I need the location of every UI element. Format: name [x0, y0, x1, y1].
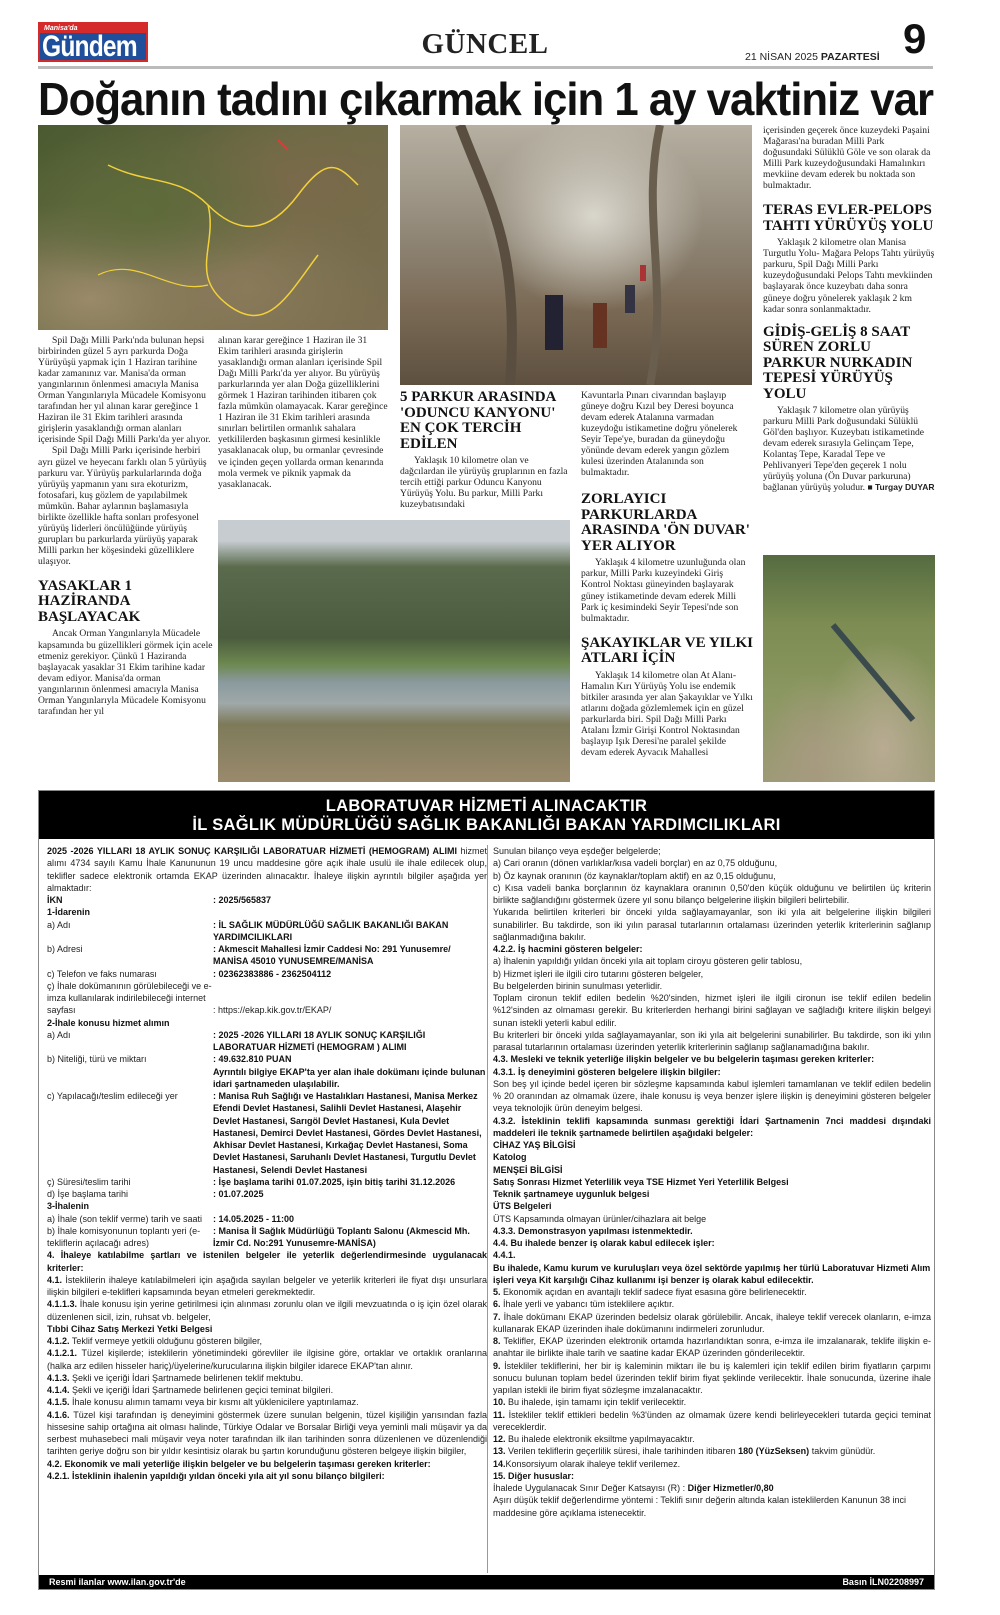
paragraph-segment: 7. [493, 1311, 501, 1322]
paragraph-segment: CİHAZ YAŞ BİLGİSİ [493, 1140, 576, 1150]
field-value-note: Ayrıntılı bilgiye EKAP'ta yer alan ihale dokümanı içinde bulunan idari şartnameden ulaşılabilir. [213, 1066, 486, 1089]
field-value-text: : 01.07.2025 [213, 1189, 264, 1199]
field-row [47, 1029, 487, 1054]
announcement-paragraph [493, 1396, 931, 1408]
announcement-paragraph [493, 1213, 931, 1225]
paragraph-segment: Bu kriterleri bir önceki yılda sağlayamayanlar, son iki yıla ait belgelerini sunabilirler. Bu takdirde, son iki yılın parasal tutarlarının ortalaması üzerinden yeterlik kriterlerinin sağlanıp sağlanamadığına bakılır. [493, 1029, 931, 1052]
announcement-paragraph [47, 1323, 487, 1335]
paragraph-segment: 4.2. Ekonomik ve mali yeterliğe ilişkin belgeler ve bu belgelerin taşıması gereken kriterler: [47, 1458, 431, 1469]
paragraph-segment: 4.1.5. [47, 1397, 70, 1408]
paragraph-segment: Teklif vermeye yetkili olduğunu gösteren bilgiler, [69, 1336, 262, 1346]
announcement-paragraph [493, 857, 931, 869]
announcement-paragraph [493, 1470, 931, 1482]
field-label: b) Adresi [47, 944, 83, 954]
field-value [213, 919, 487, 944]
paragraph-segment: Tüzel kişilerde; isteklilerin yönetimindeki görevliler ile ilgisine göre, ortaklar ve ortaklık oranlarına (halka arz edilen hisseler hariç)/üyelerine/kurucularına ilişkin bilgiler idarece EKAP'tan alınır. [47, 1348, 487, 1371]
paragraph-segment: Şekli ve içeriği İdari Şartnamede belirlenen teklif mektubu. [69, 1372, 304, 1383]
announcement-paragraph [47, 1396, 487, 1408]
field-value [213, 968, 487, 980]
official-ads-link: Resmi ilanlar www.ilan.gov.tr'de [49, 1577, 186, 1587]
announcement-paragraph [493, 1286, 931, 1298]
subheading: 5 PARKUR ARASINDA 'ODUNCU KANYONU' EN ÇOK TERCİH EDİLEN [400, 390, 556, 452]
paragraph-segment: Bu ihalede elektronik eksiltme yapılmayacaktır. [505, 1434, 695, 1444]
announcement-paragraph [47, 1298, 487, 1323]
field-label: a) Adı [47, 1029, 71, 1040]
paragraph-segment: Bu ihalede, Kamu kurum ve kuruluşları veya özel sektörde yapılmış her türlü Laboratuvar Hizmeti Alım işleri veya Kit karşılığı Cihaz kullanımı işi benzer iş olarak kabul edilecektir. [493, 1262, 931, 1285]
announcement-paragraph [493, 906, 931, 943]
paragraph-segment: takvim günüdür. [809, 1446, 876, 1457]
announcement-paragraph [47, 1249, 487, 1274]
lake-landscape-photo [218, 520, 570, 782]
field-value [213, 1090, 487, 1176]
paragraph-segment: MENŞEİ BİLGİSİ [493, 1164, 563, 1175]
field-label: b) Niteliği, türü ve miktarı [47, 1054, 147, 1065]
paragraph-segment: 180 (YüzSeksen) [738, 1446, 810, 1457]
announcement-paragraph [493, 845, 931, 857]
paragraph-segment: Toplam cironun teklif edilen bedelin %20'sinden, hizmet işleri ile ilgili cironun ise teklif edilen bedelin %12'sinden az olmaması gerekir. Bu kriterlerden herhangi birini sağlayan ve sağladığı kritere ilişkin belgeyi sunan istekli yeterli kabul edilir. [493, 993, 931, 1028]
paragraph-segment: Aşırı düşük teklif değerlendirme yöntemi : Teklifi sınır değerin altında kalan isteklilerden Kanunun 38 inci maddesine göre açıklama istenecektir. [493, 1495, 907, 1518]
headline: Doğanın tadını çıkarmak için 1 ay vaktiniz var [38, 74, 933, 126]
field-value-text: : 02362383886 - 2362504112 [213, 968, 332, 979]
announcement-paragraph [493, 992, 931, 1029]
field-value-text: : 2025 -2026 YILLARI 18 AYLIK SONUÇ KARŞILIĞI LABORATUAR HİZMETİ (HEMOGRAM ) ALIMI [213, 1029, 426, 1052]
field-label: a) Adı [47, 919, 71, 930]
announcement-paragraph [493, 1053, 931, 1065]
article-paragraph: Yaklaşık 2 kilometre olan Manisa Turgutlu Yolu- Mağara Pelops Tahtı yürüyüş parkuru, Spil Dağı Milli Parkı kuzeydoğusundaki Pelops Tahtı mevkiinden başlayarak önce kuzeybatı daha sonra güneye doğru yönelerek yaklaşık 2 km kadar sonra sonlanmaktadır. [763, 237, 935, 315]
hikers-silhouettes [400, 125, 752, 385]
field-value [213, 894, 487, 906]
announcement-paragraph [493, 1458, 931, 1470]
field-row [47, 1090, 487, 1176]
paragraph-segment: 4.3.2. İsteklinin teklifi kapsamında sunması gerektiği İdari Şartnamenin 7nci maddesi dışındaki maddeleri ile teknik şartnamede belirtilen aşağıdaki belgeler: [493, 1115, 931, 1138]
field-row [47, 943, 487, 968]
article-paragraph: içerisinden geçerek önce kuzeydeki Paşaini Mağarası'na buradan Milli Park doğusundaki Sülüklü Göle ve son olarak da Milli Park kuzeydoğusundaki Hamalınkırı mevkiine devam ederek bu noktada son bulmaktadır. [763, 125, 931, 192]
paragraph-segment: 4.1.2.1. [47, 1348, 78, 1359]
paragraph-segment: 4.2.1. İsteklinin ihalenin yapıldığı yıldan önceki yıla ait yıl sonu bilanço bilgileri: [47, 1470, 385, 1481]
field-label: c) Yapılacağı/teslim edileceği yer [47, 1091, 178, 1101]
field-value-text: : 49.632.810 PUAN [213, 1054, 292, 1065]
trail-route-lines [38, 125, 388, 330]
paragraph-segment: 4.4. Bu ihalede benzer iş olarak kabul edilecek işler: [493, 1238, 715, 1248]
paragraph-segment: Tıbbi Cihaz Satış Merkezi Yetki Belgesi [47, 1323, 213, 1334]
paragraph-segment: İsteklilerin ihaleye katılabilmeleri için aşağıda sayılan belgeler ve yeterlik kriterleri ile fiyat dışı unsurlara ilişkin bilgileri e-teklifleri kapsamında beyan etmeleri gerekmektedir. [47, 1274, 487, 1297]
header-divider [38, 66, 933, 69]
hikers-forest-photo [400, 125, 752, 385]
tender-announcement [38, 790, 935, 1590]
field-label: b) İhale komisyonunun toplantı yeri (e-tekliflerin açılacağı adres) [47, 1225, 201, 1248]
paragraph-segment: Katolog [493, 1152, 527, 1163]
paragraph-segment: 4.3.1. İş deneyimini gösteren belgelere ilişkin bilgiler: [493, 1066, 721, 1077]
paragraph-segment: 4.1.2. [47, 1336, 70, 1346]
announcement-paragraph [47, 1335, 487, 1347]
paragraph-segment: 4.1.1.3. [47, 1299, 78, 1310]
paragraph-segment: Teklifler, EKAP üzerinden elektronik ortamda hazırlandıktan sonra, e-imza ile imzalanarak, teklife ilişkin e-anahtar ile birlikte ihale tarih ve saatine kadar EKAP üzerinden gönderilecektir. [493, 1336, 931, 1359]
announcement-right-column [493, 845, 931, 1519]
paragraph-segment: İstekliler teklif ettikleri bedelin %3'ünden az olmamak üzere kendi belirleyecekleri tutarda geçici teminat vereceklerdir. [493, 1409, 931, 1432]
paragraph-segment: 11. [493, 1409, 506, 1420]
paragraph-segment: 4.3.3. Demonstrasyon yapılması istenmektedir. [493, 1225, 693, 1236]
logo-tagline: Manisa'da [40, 24, 146, 33]
article-paragraph: alınan karar gereğince 1 Haziran ile 31 Ekim tarihleri arasında girişlerin yasaklandığı orman alanları içerisinde Spil Dağı Milli Parkı'da yer alıyor. Bu yürüyüş parkurlarında yer alan Doğa güzelliklerini görmek 1 Haziran tarihinden itibaren çok fazla mümkün olamayacak. Karar gereğince 1 Haziran ile 31 Ekim tarihleri arasında sınırları belirtilen ormanlık sahalara yetkililerden başkasının girmesi kesinlikle yasaklanacak olup, bu ormanlar çevresinde ve içinden geçen yollarda orman kenarında mola vermek ve piknik yapmak da yasaklanacak. [218, 335, 388, 490]
rocky-meadow-photo [763, 555, 935, 782]
article-paragraph: Yaklaşık 10 kilometre olan ve dağcılardan ile yürüyüş gruplarının en fazla tercih ettiği parkur Oduncu Kanyonu Yürüyüş Yolu. Bu parkur, Milli Parkı kuzeybatısındaki [400, 455, 568, 511]
press-ad-code: Basın İLN02208997 [842, 1577, 924, 1587]
day-text: PAZARTESİ [820, 51, 880, 63]
field-row [47, 1053, 487, 1090]
announcement-title: LABORATUVAR HİZMETİ ALINACAKTIR [325, 797, 648, 815]
announcement-paragraph [493, 955, 931, 967]
paragraph-segment: Konsorsiyum olarak ihaleye teklif verilemez. [505, 1458, 681, 1469]
field-value [213, 943, 487, 968]
field-row [47, 1213, 487, 1225]
paragraph-segment: Şekli ve içeriği İdari Şartnamede belirlenen geçici teminat bilgileri. [69, 1385, 334, 1395]
field-label: ç) Süresi/teslim tarihi [47, 1176, 131, 1187]
announcement-paragraph [493, 1151, 931, 1163]
subheading: ŞAKAYIKLAR VE YILKI ATLARI İÇİN [581, 634, 753, 667]
announcement-paragraph [47, 1372, 487, 1384]
paragraph-segment: 3-İhalenin [47, 1201, 90, 1212]
announcement-paragraph [493, 1139, 931, 1151]
paragraph-segment: 5. [493, 1287, 501, 1297]
paragraph-segment: Verilen tekliflerin geçerlilik süresi, ihale tarihinden itibaren [505, 1446, 739, 1457]
paragraph-segment: İhale konusu işin yerine getirilmesi için alınması zorunlu olan ve ilgili mevzuatında o iş için özel olarak düzenlenen sicil, izin, ruhsat vb. belgeler, [47, 1299, 487, 1322]
paragraph-segment: hizmet alımı 4734 sayılı Kamu İhale Kanununun 19 uncu maddesine göre açık ihale usulü ile ihale edilecek olup, teklifler sadece elektronik ortamda EKAP üzerinden alınacaktır. İhaleye ilişkin ayrıntılı bilgiler aşağıda yer almaktadır: [47, 846, 487, 893]
article-column-4 [581, 390, 753, 782]
field-value-text: : Manisa İl Sağlık Müdürlüğü Toplantı Salonu (Akmescid Mh. İzmir Cd. No:291 Yunusemre-MANİSA) [213, 1225, 470, 1248]
field-row [47, 968, 487, 980]
paragraph-segment: 4. İhaleye katılabilme şartları ve istenilen belgeler ile yeterlik değerlendirmesinde uygulanacak kriterler: [47, 1250, 487, 1273]
paragraph-segment: 4.1.4. [47, 1385, 70, 1395]
announcement-paragraph [47, 845, 487, 894]
logo-wordmark: Gündem [42, 30, 137, 62]
announcement-paragraph [493, 870, 931, 882]
paragraph-segment: 1-İdarenin [47, 907, 91, 918]
announcement-paragraph [47, 1200, 487, 1212]
announcement-paragraph [493, 943, 931, 955]
announcement-paragraph [47, 1470, 487, 1482]
paragraph-segment: 13. [493, 1446, 506, 1457]
article-paragraph: Kavuntarla Pınarı civarından başlayıp güneye doğru Kızıl bey Deresi boyunca devam ederek Atalanına varmadan kuzeydoğu istikametine doğru yönelerek Seyir Tepe'ye, buradan da güneydoğu yönünde devam ederek yangın gözlem kulesi üzerinden Atalanında son bulmaktadır. [581, 390, 738, 479]
announcement-footer [39, 1575, 934, 1589]
announcement-paragraph [47, 1409, 487, 1458]
paragraph-segment: 2025 -2026 YILLARI 18 AYLIK SONUÇ KARŞILIĞI LABORATUAR HİZMETİ (HEMOGRAM) ALIMI [47, 846, 457, 856]
paragraph-text: Yaklaşık 7 kilometre olan yürüyüş parkuru Milli Park doğusundaki Sülüklü Göl'den başlıyor. Kuzeybatı istikametinde devam ederek sırasıyla Gelinçam Tepe, Kolantaş Tepe, Karadal Tepe ve Pehlivanyeri Tepe'den geçerek 1 nolu yürüyüş yoluna (Ön Duvar parkuruna) bağlanan yürüyüş yoludur. [763, 405, 925, 494]
announcement-paragraph [493, 1176, 931, 1188]
announcement-paragraph [493, 1482, 931, 1494]
field-row [47, 894, 487, 906]
field-value-text: : Manisa Ruh Sağlığı ve Hastalıkları Hastanesi, Manisa Merkez Efendi Devlet Hastanesi, Salihli Devlet Hastanesi, Alaşehir Devlet Hastanesi, Sarıgöl Devlet Hastanesi, Kula Devlet Hastanesi, Demirci Devlet Hastanesi, Gördes Devlet Hastanesi, Akhisar Devlet Hastanesi, Kırkağaç Devlet Hastanesi, Soma Devlet Hastanesi, Saruhanlı Devlet Hastanesi, Turgutlu Devlet Hastanesi, Selendi Devlet Hastanesi [213, 1091, 482, 1175]
paragraph-segment: Yukarıda belirtilen kriterleri bir önceki yılda sağlayamayanlar, son iki yıla ait belgelerine ilişkin bilgileri sunabilirler. Bu takdirde, son iki yılın parasal tutarlarının ortalaması üzerinden yeterlik kriterlerinin sağlanıp sağlanmadığına bakılır. [493, 907, 931, 942]
paragraph-segment: b) Hizmet işleri ile ilgili ciro tutarını gösteren belgeler, [493, 968, 704, 979]
article-paragraph: Yaklaşık 4 kilometre uzunluğunda olan parkur, Milli Parkı kuzeyindeki Giriş Kontrol Noktası güneyinden başlayarak güney istikametinde devam ederek Milli Park iç kesimindeki Seyir Tepesi'nde son bulmaktadır. [581, 557, 746, 624]
announcement-paragraph [493, 1237, 931, 1249]
announcement-paragraph [493, 1066, 931, 1078]
paragraph-segment: Bu belgelerden birinin sunulması yeterlidir. [493, 980, 663, 991]
announcement-paragraph [493, 1360, 931, 1397]
satellite-map-photo [38, 125, 388, 330]
announcement-paragraph [493, 1225, 931, 1237]
article-column-5 [763, 125, 935, 550]
article-column-3 [400, 390, 572, 515]
announcement-paragraph [493, 1262, 931, 1287]
announcement-paragraph [493, 980, 931, 992]
article-paragraph [763, 405, 935, 493]
subheading: ZORLAYICI PARKURLARDA ARASINDA 'ÖN DUVAR' YER ALIYOR [581, 491, 750, 554]
field-value [213, 1225, 487, 1250]
announcement-paragraph [47, 1347, 487, 1372]
field-value-text: : Akmescit Mahallesi İzmir Caddesi No: 291 Yunusemre/ MANİSA 45010 YUNUSEMRE/MANİSA [213, 944, 451, 967]
paragraph-segment: Bu ihalede, işin tamamı için teklif verilecektir. [505, 1397, 687, 1408]
field-value-text: : https://ekap.kik.gov.tr/EKAP/ [213, 1005, 332, 1016]
announcement-paragraph [493, 882, 931, 907]
announcement-left-column [47, 845, 487, 1482]
issue-date [745, 51, 880, 63]
field-label: a) İhale (son teklif verme) tarih ve saati [47, 1213, 203, 1224]
field-value-text: : İşe başlama tarihi 01.07.2025, işin bitiş tarihi 31.12.2026 [213, 1176, 456, 1187]
paragraph-segment: 15. Diğer hususlar: [493, 1470, 575, 1481]
announcement-paragraph [493, 1029, 931, 1054]
announcement-paragraph [47, 1274, 487, 1299]
paragraph-segment: 9. [493, 1360, 501, 1371]
paragraph-segment: Tüzel kişi tarafından iş deneyimini göstermek üzere sunulan belgenin, tüzel kişiliğin yarısından fazla hissesine sahip ortağına ait olması halinde, Türkiye Odalar ve Borsalar Birliği veya yeminli mali müşavir ya da serbest muhasebeci mali müşavir veya noter tarafından ilk ilan tarihinden sonra düzenlenen ve düzenlendiği tarihten geriye doğru son bir yıldır kesintisiz olarak bu şartın korunduğunu gösteren belgeye ilişkin bilgiler, [47, 1409, 487, 1457]
paragraph-segment: 4.1. [47, 1274, 63, 1285]
field-row [47, 1225, 487, 1250]
announcement-paragraph [493, 1200, 931, 1212]
water-channel [763, 555, 935, 782]
subheading: GİDİŞ-GELİŞ 8 SAAT SÜREN ZORLU PARKUR NURKADIN TEPESİ YÜRÜYÜŞ YOLU [763, 323, 913, 402]
field-value [213, 1004, 487, 1016]
subheading: YASAKLAR 1 HAZİRANDA BAŞLAYACAK [38, 577, 141, 625]
paragraph-segment: Teknik şartnameye uygunluk belgesi [493, 1189, 650, 1199]
paragraph-segment: 14. [493, 1458, 506, 1469]
announcement-paragraph [47, 1384, 487, 1396]
paragraph-segment: 8. [493, 1336, 501, 1346]
paragraph-segment: İhale dokümanı EKAP üzerinden bedelsiz olarak görülebilir. Ancak, ihaleye teklif verecek olanların, e-imza kullanarak EKAP üzerinden ihale dokümanını indirmeleri zorunludur. [493, 1311, 931, 1334]
field-value [213, 1213, 487, 1225]
announcement-paragraph [493, 1115, 931, 1140]
paragraph-segment: İhale yerli ve yabancı tüm isteklilere açıktır. [500, 1299, 675, 1310]
announcement-paragraph [493, 1188, 931, 1200]
field-value-text: : İL SAĞLIK MÜDÜRLÜĞÜ SAĞLIK BAKANLIĞI BAKAN YARDIMCILIKLARI [213, 919, 449, 942]
announcement-paragraph [47, 906, 487, 918]
announcement-paragraph [493, 1433, 931, 1445]
announcement-paragraph [493, 968, 931, 980]
paragraph-segment: Ekonomik açıdan en avantajlı teklif sadece fiyat esasına göre belirlenecektir. [500, 1287, 807, 1297]
paragraph-segment: 4.2.2. İş hacmini gösteren belgeler: [493, 944, 643, 954]
paragraph-segment: a) Cari oranın (dönen varlıklar/kısa vadeli borçlar) en az 0,75 olduğunu, [493, 858, 778, 869]
paragraph-segment: İhalede Uygulanacak Sınır Değer Katsayısı (R) : [493, 1483, 688, 1493]
paragraph-segment: 4.3. Mesleki ve teknik yeterliğe ilişkin belgeler ve bu belgelerin taşıması gereken kriterler: [493, 1054, 875, 1065]
article-column-1 [38, 335, 213, 782]
page-number: 9 [903, 15, 927, 62]
announcement-paragraph [493, 1409, 931, 1434]
field-value [213, 1053, 487, 1090]
field-row [47, 919, 487, 944]
paragraph-segment: b) Öz kaynak oranının (öz kaynaklar/toplam aktif) en az 0,15 olduğunu, [493, 870, 776, 881]
field-value [213, 1029, 487, 1054]
article-paragraph: Yaklaşık 14 kilometre olan At Alanı-Hamalın Kırı Yürüyüş Yolu ise endemik bitkiler arasında yer alan Şakayıklar ve Yılkı atlarını doğada gözlemlemek için en güzel parkurlarda biri. Spil Dağı Milli Parkı Atalanı İzmir Girişi Kontrol Noktasından başlayıp Işık Deresi'ne paralel şekilde devam ederek Ayvacık Mahallesi [581, 669, 753, 758]
announcement-paragraph [493, 1311, 931, 1336]
article-paragraph: Ancak Orman Yangınlarıyla Mücadele kapsamında bu güzellikleri görmek için acele etmeniz gerekiyor. Çünkü 1 Haziranda başlayacak yasaklar 31 Ekim tarihine kadar devam ediyor. Manisa'da orman yangınlarının önlenmesi amacıyla Manisa Orman Yangınlarıyla Mücadele Komisyonu tarafından her yıl [38, 628, 213, 717]
paragraph-segment: 6. [493, 1299, 501, 1310]
field-row [47, 1176, 487, 1188]
paragraph-segment: İstekliler tekliflerini, her bir iş kaleminin miktarı ile bu iş kalemleri için teklif edilen birim fiyatların çarpımı sonucu bulunan toplam bedel üzerinden teklif birim fiyat şeklinde verilecektir. İhale sonucunda, üzerine ihale yapılan istekli ile birim fiyat sözleşme imzalanacaktır. [493, 1360, 931, 1395]
field-row [47, 1188, 487, 1200]
paragraph-segment: Son beş yıl içinde bedel içeren bir sözleşme kapsamında kabul işlemleri tamamlanan ve teklif edilen bedelin % 20 oranından az olmamak üzere, ihale konusu iş veya benzer işlere ilişkin iş deneyimini gösteren belgeler veya teknolojik ürün deneyim belgesi. [493, 1078, 931, 1114]
paragraph-segment: 4.4.1. [493, 1250, 516, 1261]
paragraph-segment: Diğer Hizmetler/0,80 [687, 1483, 774, 1493]
paragraph-segment: 4.1.3. [47, 1372, 70, 1383]
paragraph-segment: ÜTS Kapsamında olmayan ürünler/cihazlara ait belge [493, 1213, 707, 1224]
field-value-text: : 2025/565837 [213, 895, 272, 905]
announcement-header [39, 791, 934, 839]
author-byline: ■ Turgay DUYAR [867, 482, 935, 493]
announcement-paragraph [47, 1017, 487, 1029]
announcement-paragraph [47, 1458, 487, 1470]
field-value [213, 1176, 487, 1188]
article-paragraph: Spil Dağı Milli Parkı içerisinde herbiri ayrı güzel ve heyecanı farklı olan 5 yürüyüş parkuru var. Yürüyüş parkularlarında doğa yürüyüş yapmanın yanı sıra ekoturizm, fotosafari, kuş gözlem de yapılabilmek mümkün. Bahar aylarının başlamasıyla birlikte özellikle hafta sonları profesyonel yürüyüş liderleri öncülüğünde yürüyüş gurupları bu parkurlarda yürüyüş yaparak Milli parkın her köşesindeki güzelliklere ulaşıyor. [38, 445, 207, 567]
announcement-paragraph [493, 1335, 931, 1360]
announcement-paragraph [493, 1164, 931, 1176]
subheading: TERAS EVLER-PELOPS TAHTI YÜRÜYÜŞ YOLU [763, 202, 934, 234]
announcement-paragraph [493, 1298, 931, 1310]
paragraph-segment: 10. [493, 1397, 506, 1408]
announcement-paragraph [493, 1445, 931, 1457]
paragraph-segment: ÜTS Belgeleri [493, 1201, 552, 1212]
announcement-paragraph [493, 1078, 931, 1115]
announcement-subtitle: İL SAĞLIK MÜDÜRLÜĞÜ SAĞLIK BAKANLIĞI BAKAN YARDIMCILIKLARI [192, 816, 781, 834]
paragraph-segment: 12. [493, 1434, 506, 1444]
paragraph-segment: 2-İhale konusu hizmet alımın [47, 1017, 170, 1028]
field-row [47, 980, 487, 1017]
announcement-paragraph [493, 1494, 931, 1519]
date-text: 21 NİSAN 2025 [745, 51, 818, 63]
paragraph-segment: İhale konusu alımın tamamı veya bir kısmı alt yüklenicilere yaptırılamaz. [69, 1397, 359, 1408]
article-column-2 [218, 335, 390, 517]
field-label: d) İşe başlama tarihi [47, 1189, 129, 1199]
paragraph-segment: 4.1.6. [47, 1409, 70, 1420]
field-label: İKN [47, 895, 63, 905]
field-value-text: : 14.05.2025 - 11:00 [213, 1213, 295, 1224]
paragraph-segment: Satış Sonrası Hizmet Yeterlilik veya TSE Hizmet Yeri Yeterlilik Belgesi [493, 1176, 789, 1187]
announcement-paragraph [493, 1249, 931, 1261]
article-paragraph: Spil Dağı Milli Parkı'nda bulunan hepsi birbirinden güzel 5 ayrı parkurda Doğa Yürüyüşü yapmak için 1 Haziran tarihine kadar zamanınız var. Manisa'da orman yangınlarının önlenmesi amacıyla Manisa Orman Yangınlarıyla Mücadele Komisyonu tarafından her yıl alınan karar gereğince 1 Haziran ile 31 Ekim tarihleri arasında girişlerin yasaklandığı orman alanları içerisinde Spil Dağı Milli Parkı'da yer alıyor. [38, 335, 211, 446]
field-value [213, 1188, 487, 1200]
field-label: ç) İhale dokümanının görülebileceği ve e-imza kullanılarak indirilebileceği internet sayfası [47, 980, 212, 1016]
paragraph-segment: a) İhalenin yapıldığı yıldan önceki yıla ait toplam ciroyu gösteren gelir tablosu, [493, 956, 803, 967]
paragraph-segment: Sunulan bilanço veya eşdeğer belgelerde; [493, 846, 661, 856]
section-title: GÜNCEL [421, 28, 549, 60]
field-label: c) Telefon ve faks numarası [47, 968, 157, 979]
column-divider [487, 845, 488, 1573]
paragraph-segment: c) Kısa vadeli banka borçlarının öz kaynaklara oranının 0,50'den küçük olduğunu ve belirtilen üç kriterin birlikte sağlandığını göstermek üzere yıl sonu bilanço belgelerine ilişkin bilgileri belirtebilir. [493, 882, 931, 905]
